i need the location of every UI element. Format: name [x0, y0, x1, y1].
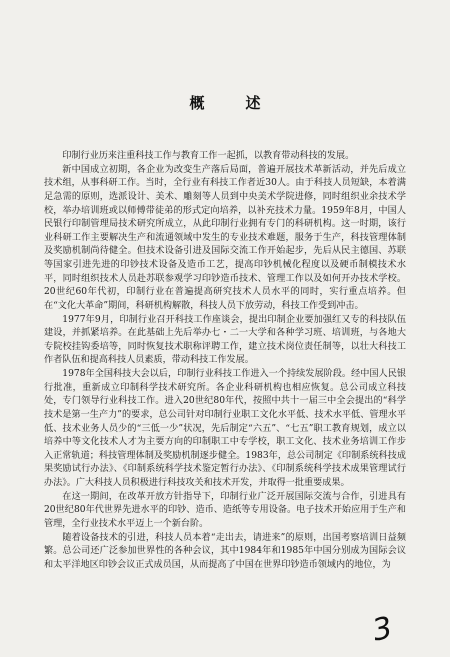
body-text — [44, 150, 406, 572]
handwritten-page-number: 3 — [369, 610, 396, 649]
paragraph-1: 印制行业历来注重科技工作与教育工作一起抓，以教育带动科技的发展。 — [62, 151, 355, 161]
paragraph-3: 1977年9月，印制行业召开科技工作座谈会，提出印制企业要加强红又专的科技队伍建设，并抓紧培养。在此基础上先后举办七・二一大学和各种学习班、培训班，与各地大专院校挂钩委培等，同时恢复技术职称评聘工作，建立技术岗位责任制等，以壮大科技工作者队伍和提高科技人员素质，带动科技工作发展。 — [44, 314, 406, 366]
paragraph-6: 随着设备技术的引进，科技人员本着“走出去，请进来”的原则，出国考察培训日益频繁。总公司还广泛参加世界性的各种会议，其中1984年和1985年中国分别成为国际会议和太平洋地区印钞会议正式成员国，从而提高了中国在世界印钞造币领域内的地位，为 — [44, 532, 406, 570]
page-title: 概 述 — [189, 94, 274, 112]
paragraph-5: 在这一期间，在改革开放方针指导下，印制行业广泛开展国际交流与合作，引进具有20世纪80年代世界先进水平的印钞、造币、造纸等专用设备。电子技术开始应用于生产和管理，全行业技术水平迈上一个新台阶。 — [44, 491, 406, 529]
paragraph-2: 新中国成立初期，各企业为改变生产落后局面，普遍开展技术革新活动，并先后成立技术组，从事科研工作。当时，全行业有科技工作者近30人。由于科技人员短缺，本着满足急需的原则，选派设计、美术、雕刻等人员到中央美术学院进修，同时组织业余技术学校，举办培训班或以师傅带徒弟的形式定向培养，以补充技术力量。1959年8月，中国人民银行印制管理局技术研究所成立，从此印制行业拥有专门的科研机构。这一时期，该行业科研工作主要解决生产和流通领域中发生的专业技术难题，服务于生产，科技管理体制及奖励机制尚待健全。但技术设备引进及国际交流工作开始起步，先后从民主德国、苏联等国家引进先进的印钞技术设备及造币工艺，提高印钞机械化程度以及硬币制模技术水平，同时组织技术人员赴苏联参观学习印钞造币技术、管理工作以及如何开办技术学校。20世纪60年代初，印制行业在普遍提高研究技术人员水平的同时，实行重点培养。但在“文化大革命”期间，科研机构解散，科技人员下放劳动，科技工作受到冲击。 — [44, 164, 406, 311]
paragraph-4: 1978年全国科技大会以后，印制行业科技工作进入一个持续发展阶段。经中国人民银行批准，重新成立印制科学技术研究所。各企业科研机构也相应恢复。总公司成立科技处，专门领导行业科技工作。进入20世纪80年代，按照中共十一届三中全会提出的“科学技术是第一生产力”的要求，总公司针对印制行业职工文化水平低、技术水平低、管理水平低、技术业务人员少的“三低一少”状况，先后制定“六五”、“七五”职工教育规划，成立以培养中等文化技术人才为主要方向的印制职工中专学校，职工文化、技术业务培训工作步入正常轨道；科技管理体制及奖励机制逐步健全。1983年，总公司制定《印制系统科技成果奖励试行办法》、《印制系统科学技术鉴定暂行办法》、《印制系统科学技术成果管理试行办法》。广大科技人员积极进行科技攻关和技术开发，并取得一批重要成果。 — [44, 369, 406, 488]
